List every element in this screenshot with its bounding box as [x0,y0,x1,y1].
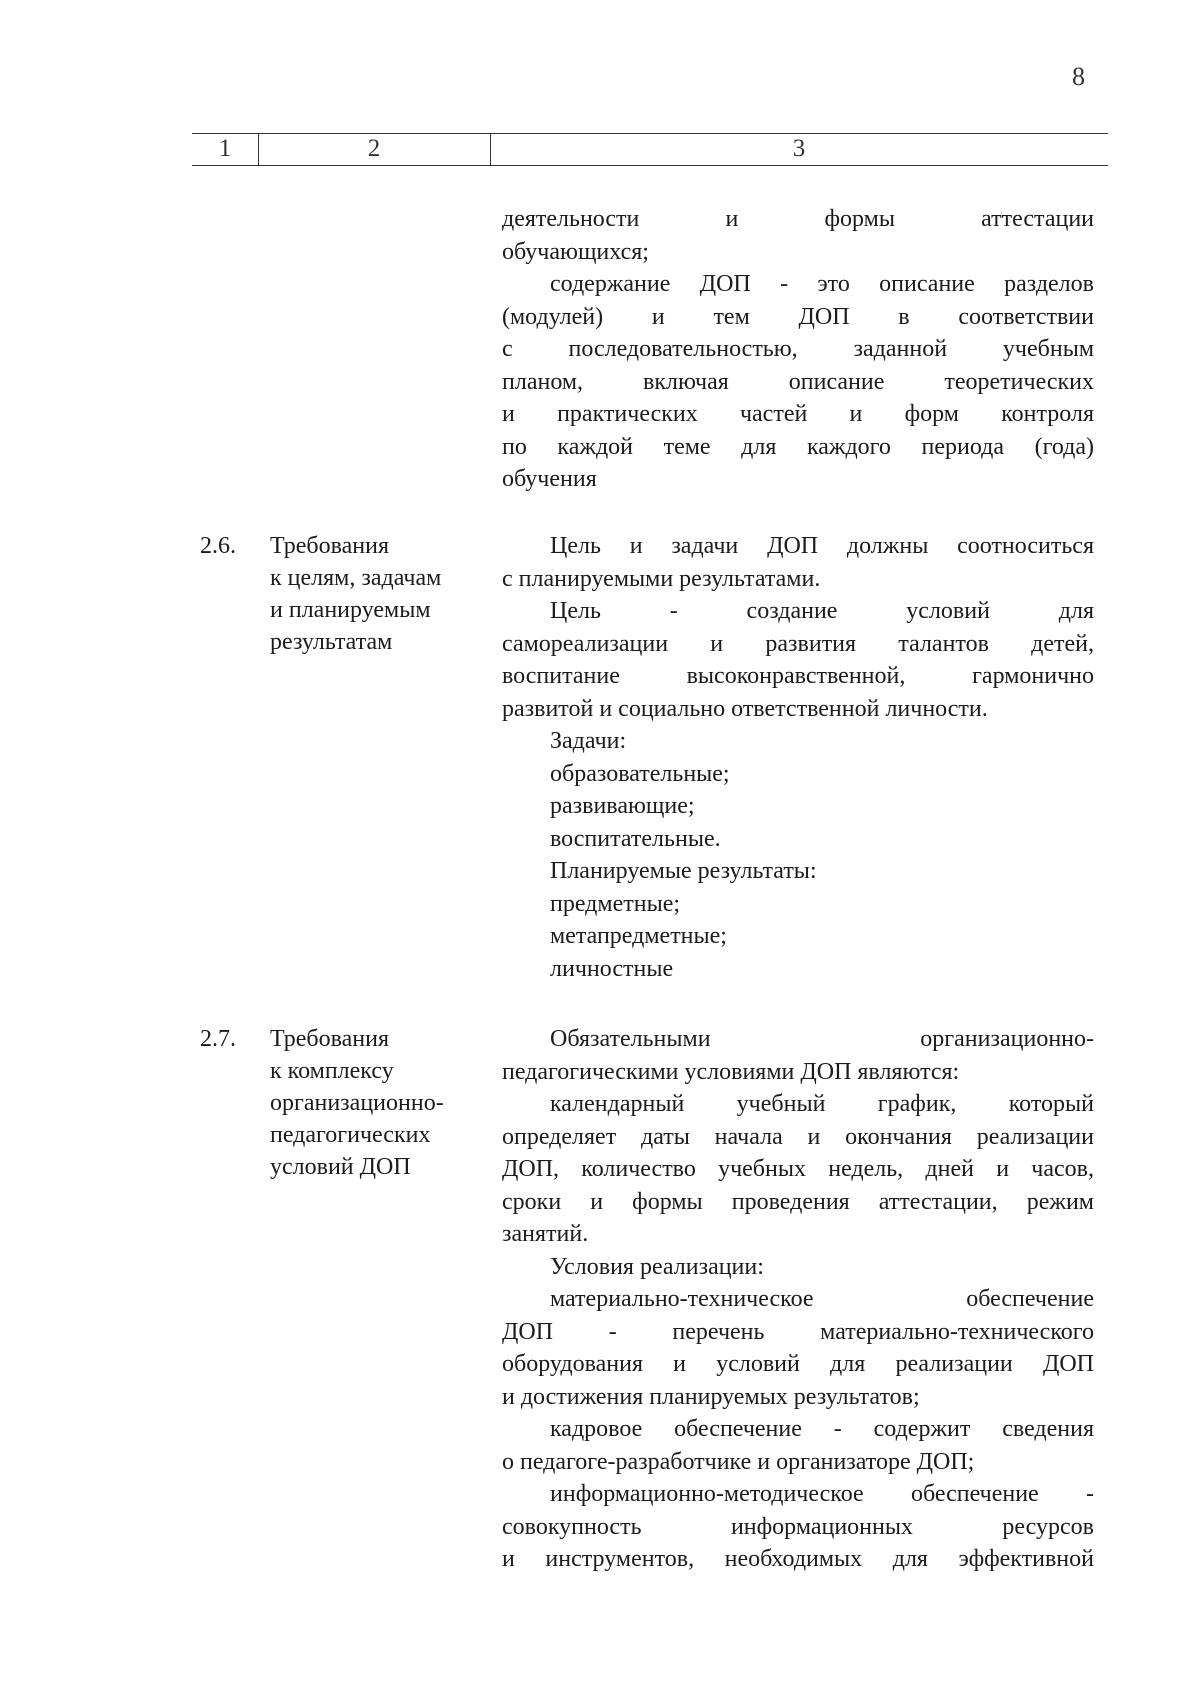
text-line: Цель - создание условий для [550,598,1094,624]
text-line: личностные [550,955,674,982]
page-number: 8 [1072,62,1085,91]
row-number-2-6: 2.6. [200,533,236,559]
text-line: сроки и формы проведения аттестации, режим [502,1188,1094,1215]
row-title-line: Требования [270,533,390,559]
text-line: по каждой теме для каждого периода (года) [502,433,1094,460]
text-line: и практических частей и форм контроля [502,401,1094,427]
text-line: деятельности и формы аттестации [502,206,1094,232]
text-line: материально-техническое обеспечение [550,1286,1094,1312]
row-title-line: и планируемым [270,597,431,623]
text-line: развивающие; [550,793,695,819]
text-line: с планируемыми результатами. [502,565,821,592]
text-line: совокупность информационных ресурсов [502,1513,1094,1540]
text-line: Условия реализации: [550,1253,764,1280]
text-line: о педагоге-разработчике и организаторе ДОП; [502,1448,975,1475]
row-title-line: педагогических [270,1122,431,1148]
text-line: обучения [502,466,597,492]
row-title-line: условий ДОП [270,1154,411,1180]
text-line: развитой и социально ответственной личности. [502,695,988,722]
text-line: определяет даты начала и окончания реализации [502,1123,1094,1150]
text-line: обучающихся; [502,238,649,265]
text-line: воспитательные. [550,825,721,852]
row-number-2-7: 2.7. [200,1026,236,1052]
table-header-col-3: 3 [792,135,806,162]
text-line: с последовательностью, заданной учебным [502,336,1094,362]
text-line: занятий. [502,1221,589,1247]
table-header-col-2: 2 [367,135,381,162]
text-line: содержание ДОП - это описание разделов [550,271,1094,297]
row-content-2-6 [502,530,1094,985]
text-line: Задачи: [550,728,627,754]
text-line: календарный учебный график, который [550,1091,1094,1117]
text-line: ДОП, количество учебных недель, дней и часов, [502,1156,1094,1182]
row-title-line: организационно- [270,1090,444,1116]
text-line: воспитание высоконравственной, гармонично [502,663,1094,689]
continuation-text [502,203,1094,496]
text-line: планом, включая описание теоретических [502,368,1094,395]
row-title-2-7 [270,1023,480,1183]
table-header-col-1: 1 [218,135,232,162]
text-line: Цель и задачи ДОП должны соотноситься [550,533,1094,559]
text-line: метапредметные; [550,923,727,949]
text-line: кадровое обеспечение - содержит сведения [550,1416,1094,1442]
text-line: Планируемые результаты: [550,858,817,884]
text-line: самореализации и развития талантов детей, [502,630,1094,657]
text-line: предметные; [550,890,681,917]
text-line: информационно-методическое обеспечение - [550,1481,1094,1507]
row-title-line: к комплексу [270,1058,394,1084]
text-line: и инструментов, необходимых для эффективной [502,1546,1094,1572]
text-line: (модулей) и тем ДОП в соответствии [502,303,1094,330]
row-title-line: результатам [270,629,393,655]
table-header-bottom-rule [192,165,1108,166]
text-line: образовательные; [550,760,730,787]
text-line: Обязательными организационно- [550,1026,1094,1052]
row-title-line: Требования [270,1026,390,1052]
text-line: ДОП - перечень материально-технического [502,1318,1094,1345]
row-content-2-7 [502,1023,1094,1576]
text-line: педагогическими условиями ДОП являются: [502,1058,960,1085]
row-title-line: к целям, задачам [270,565,442,591]
text-line: оборудования и условий для реализации ДОП [502,1351,1094,1377]
row-title-2-6 [270,530,480,658]
text-line: и достижения планируемых результатов; [502,1383,920,1410]
